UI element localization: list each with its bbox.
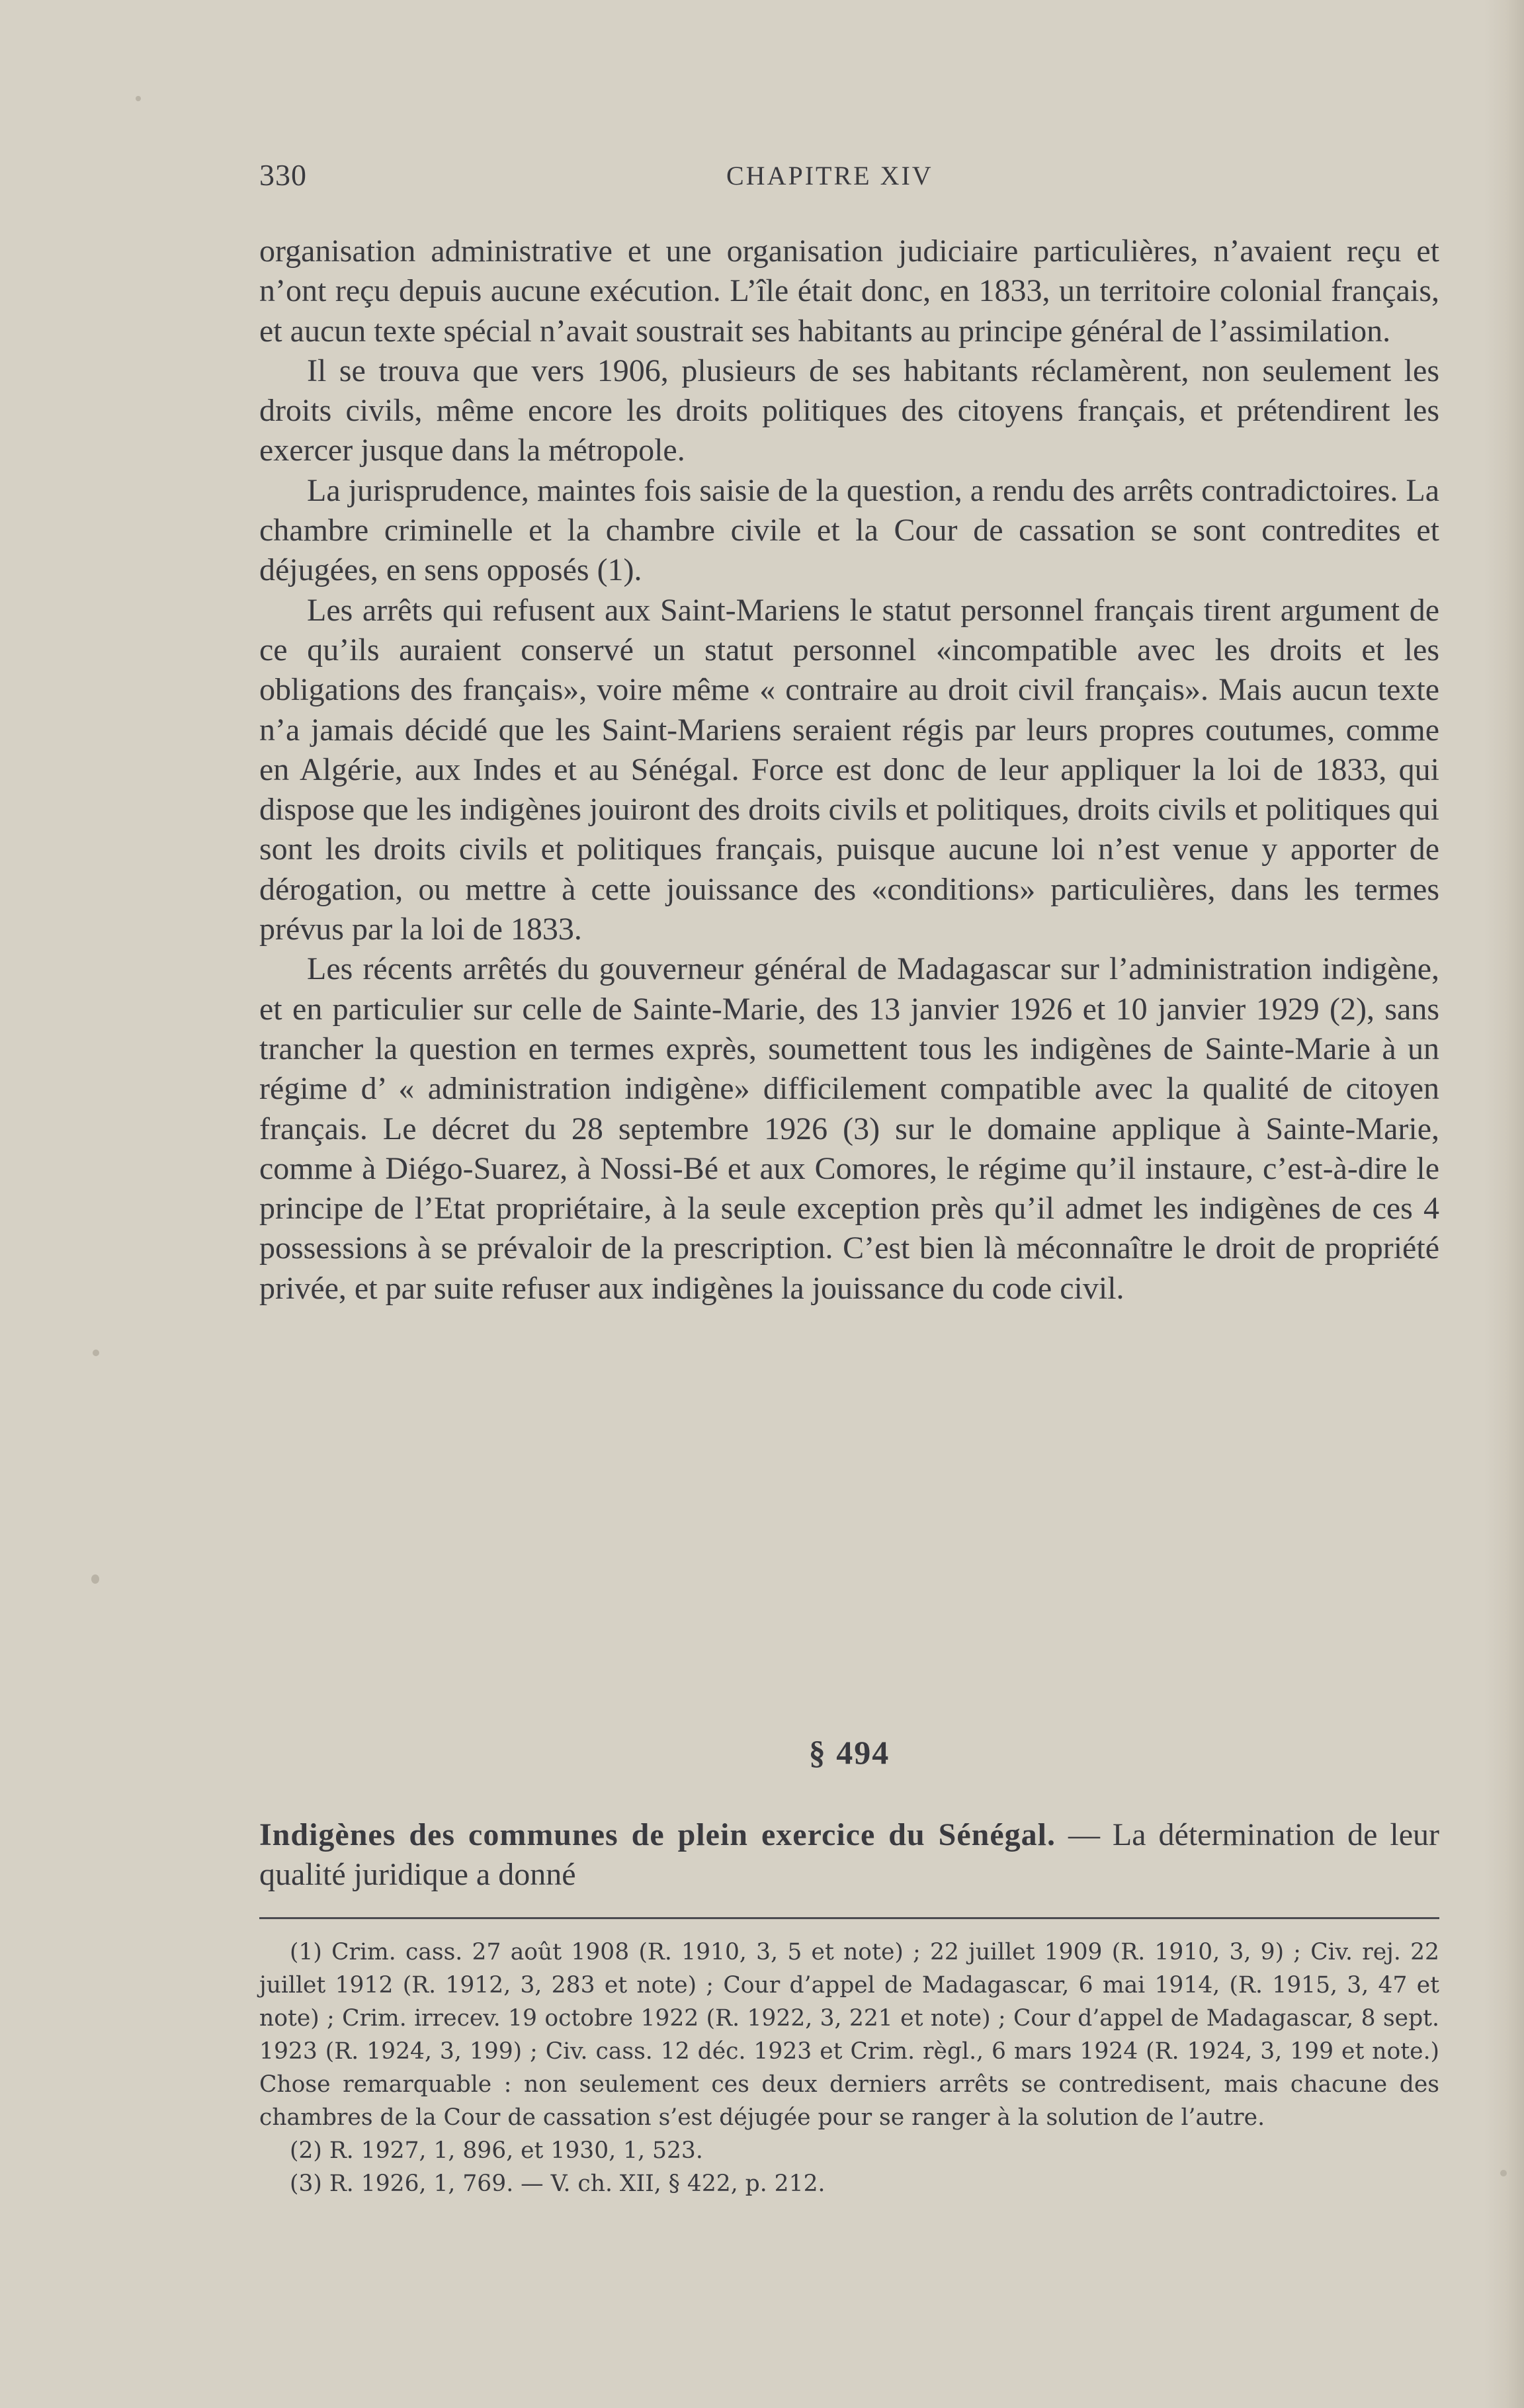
- section-heading: Indigènes des communes de plein exercice du Sénégal.: [259, 1817, 1056, 1852]
- paper-speck: [91, 1574, 99, 1584]
- running-head: [259, 157, 1439, 197]
- section-number: § 494: [808, 1734, 890, 1771]
- footnote-rule: [259, 1917, 1439, 1919]
- paper-speck: [1500, 2170, 1507, 2176]
- paragraph: Les arrêts qui refusent aux Saint-Mariens le statut personnel français tirent argument de ce qu’ils auraient conservé un statut personnel «incompatible avec les droits et les obligations des français», voire même « contraire au droit civil français». Mais aucun texte n’a jamais décidé que les Saint-Mariens seraient régis par leurs propres coutumes, comme en Algérie, aux Indes et au Sénégal. Force est donc de leur appliquer la loi de 1833, qui dispose que les indigènes jouiront des droits civils et politiques, droits civils et politiques qui sont les droits civils et politiques français, puisque aucune loi n’est venue y apporter de dérogation, ou mettre à cette jouissance des «conditions» particulières, dans les termes prévus par la loi de 1833.: [259, 592, 1439, 947]
- paper-speck: [93, 1350, 99, 1356]
- main-text: [259, 232, 1439, 1309]
- footnote: (2) R. 1927, 1, 896, et 1930, 1, 523.: [290, 2137, 703, 2164]
- footnotes: [259, 1936, 1439, 2200]
- footnote: (1) Crim. cass. 27 août 1908 (R. 1910, 3, 5 et note) ; 22 juillet 1909 (R. 1910, 3, 9) ; Civ. rej. 22 juillet 1912 (R. 1912, 3, 283 et note) ; Cour d’appel de Madagascar, 6 mai 1914, (R. 1915, 3, 47 et note) ; Crim. irrecev. 19 octobre 1922 (R. 1922, 3, 221 et note) ; Cour d’appel de Madagascar, 8 sept. 1923 (R. 1924, 3, 199) ; Civ. cass. 12 déc. 1923 et Crim. règl., 6 mars 1924 (R. 1924, 3, 199 et note.) Chose remarquable : non seulement ces deux derniers arrêts se contredisent, mais chacune des chambres de la Cour de cassation s’est déjugée pour se ranger à la solution de l’autre.: [259, 1939, 1439, 2131]
- paper-speck: [136, 96, 141, 101]
- section-paragraph: [259, 1815, 1439, 1895]
- paragraph: organisation administrative et une organisation judiciaire particulières, n’avaient reçu et n’ont reçu depuis aucune exécution. L’île était donc, en 1833, un territoire colonial français, et aucun texte spécial n’avait soustrait ses habitants au principe général de l’assimilation.: [259, 234, 1439, 349]
- paragraph: Les récents arrêtés du gouverneur général de Madagascar sur l’administration indigène, et en particulier sur celle de Sainte-Marie, des 13 janvier 1926 et 10 janvier 1929 (2), sans trancher la question en termes exprès, soumettent tous les indigènes de Sainte-Marie à un régime d’ « administration indigène» difficilement compatible avec la qualité de citoyen français. Le décret du 28 septembre 1926 (3) sur le domaine applique à Sainte-Marie, comme à Diégo-Suarez, à Nossi-Bé et aux Comores, le régime qu’il instaure, c’est-à-dire le principe de l’Etat propriétaire, à la seule exception près qu’il admet les indigènes de ces 4 possessions à se prévaloir de la prescription. C’est bien là méconnaître le droit de propriété privée, et par suite refuser aux indigènes la jouissance du code civil.: [259, 951, 1439, 1306]
- chapter-title: CHAPITRE XIV: [726, 161, 933, 191]
- page-number: 330: [259, 158, 307, 192]
- paragraph: La jurisprudence, maintes fois saisie de la question, a rendu des arrêts contradictoires. La chambre criminelle et la chambre civile et la Cour de cassation se sont contredites et déjugées, en sens opposés (1).: [259, 472, 1439, 588]
- footnote: (3) R. 1926, 1, 769. — V. ch. XII, § 422, p. 212.: [290, 2171, 826, 2197]
- page-edge-shadow: [1484, 0, 1524, 2408]
- paragraph: Il se trouva que vers 1906, plusieurs de ses habitants réclamèrent, non seulement les droits civils, même encore les droits politiques des citoyens français, et prétendirent les exercer jusque dans la métropole.: [259, 353, 1439, 468]
- section-text: — La détermination de leur qualité juridique a donné: [259, 1817, 1440, 1892]
